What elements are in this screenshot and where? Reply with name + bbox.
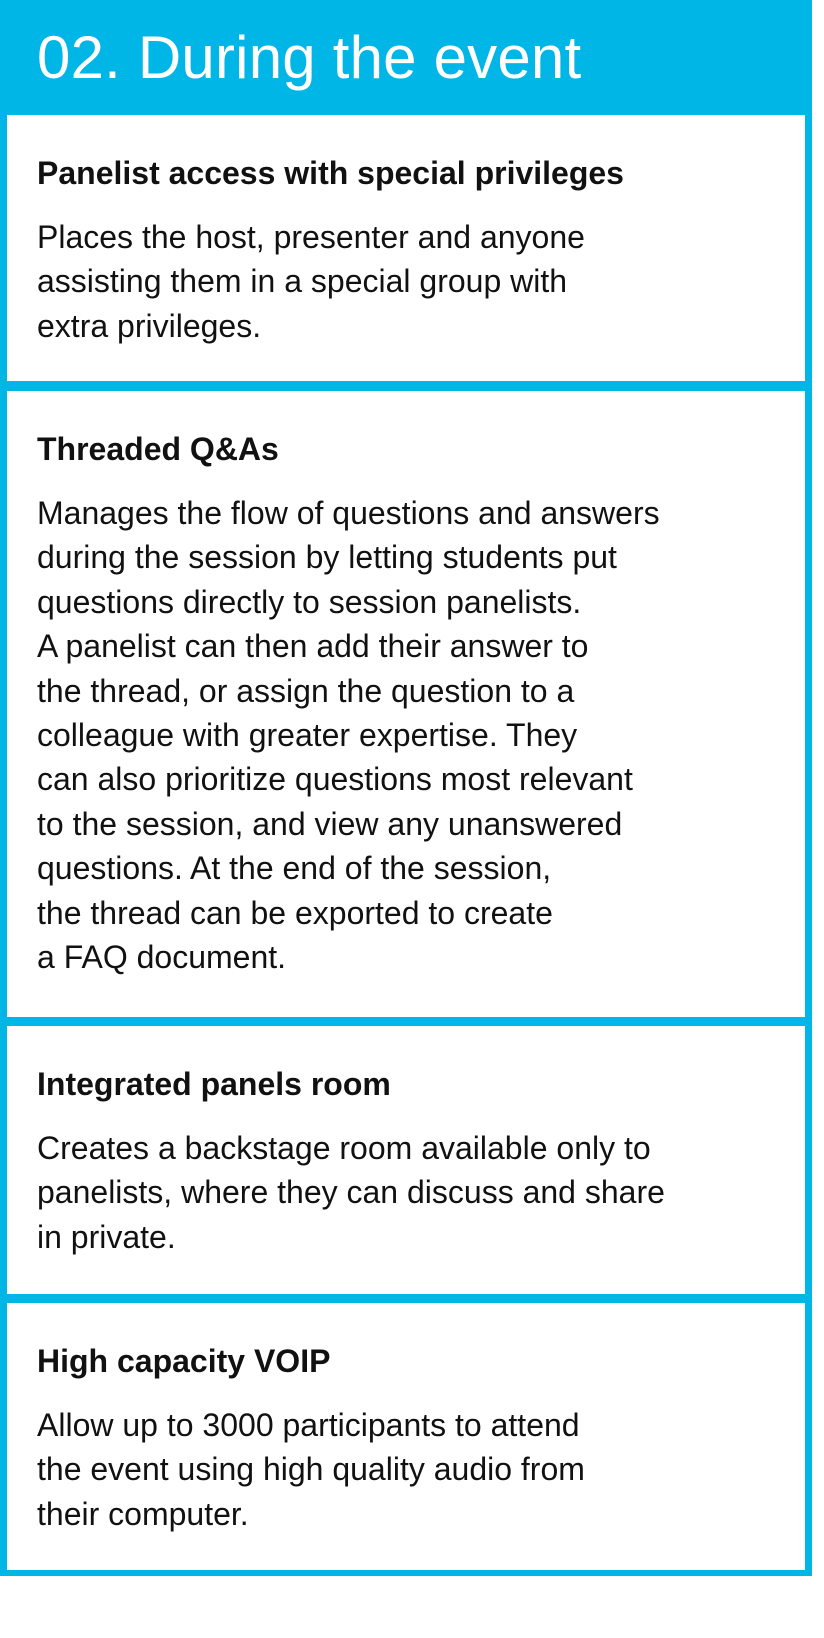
description-line: can also prioritize questions most relevant [37,761,633,798]
feature-description [37,1126,789,1259]
feature-card-panelist-access [7,115,805,381]
description-line: a FAQ document. [37,939,287,976]
feature-description [37,491,789,979]
feature-title: High capacity VOIP [37,1343,331,1379]
feature-card-voip [7,1303,805,1570]
feature-card-panels-room [7,1026,805,1294]
description-line: the event using high quality audio from [37,1451,585,1488]
description-line: Manages the flow of questions and answers [37,495,660,531]
page-title: 02. During the event [37,24,582,91]
description-line: to the session, and view any unanswered [37,805,623,842]
description-line: Creates a backstage room available only to [37,1130,651,1166]
description-line: panelists, where they can discuss and share [37,1174,665,1211]
description-line: questions. At the end of the session, [37,850,552,887]
feature-card-threaded-qa [7,391,805,1017]
description-line: during the session by letting students put [37,539,617,576]
description-line: questions directly to session panelists. [37,583,582,620]
description-line: A panelist can then add their answer to [37,628,589,665]
description-line: in private. [37,1218,176,1255]
description-line: the thread, or assign the question to a [37,672,575,709]
feature-title: Integrated panels room [37,1066,391,1102]
description-line: Places the host, presenter and anyone [37,219,585,255]
feature-description [37,215,789,348]
feature-description [37,1403,789,1536]
feature-title: Panelist access with special privileges [37,155,624,191]
description-line: the thread can be exported to create [37,894,553,931]
feature-title: Threaded Q&As [37,431,279,467]
description-line: Allow up to 3000 participants to attend [37,1407,580,1443]
description-line: colleague with greater expertise. They [37,717,578,754]
section-header [0,0,812,112]
description-line: assisting them in a special group with [37,263,568,300]
description-line: their computer. [37,1495,249,1532]
description-line: extra privileges. [37,307,262,344]
